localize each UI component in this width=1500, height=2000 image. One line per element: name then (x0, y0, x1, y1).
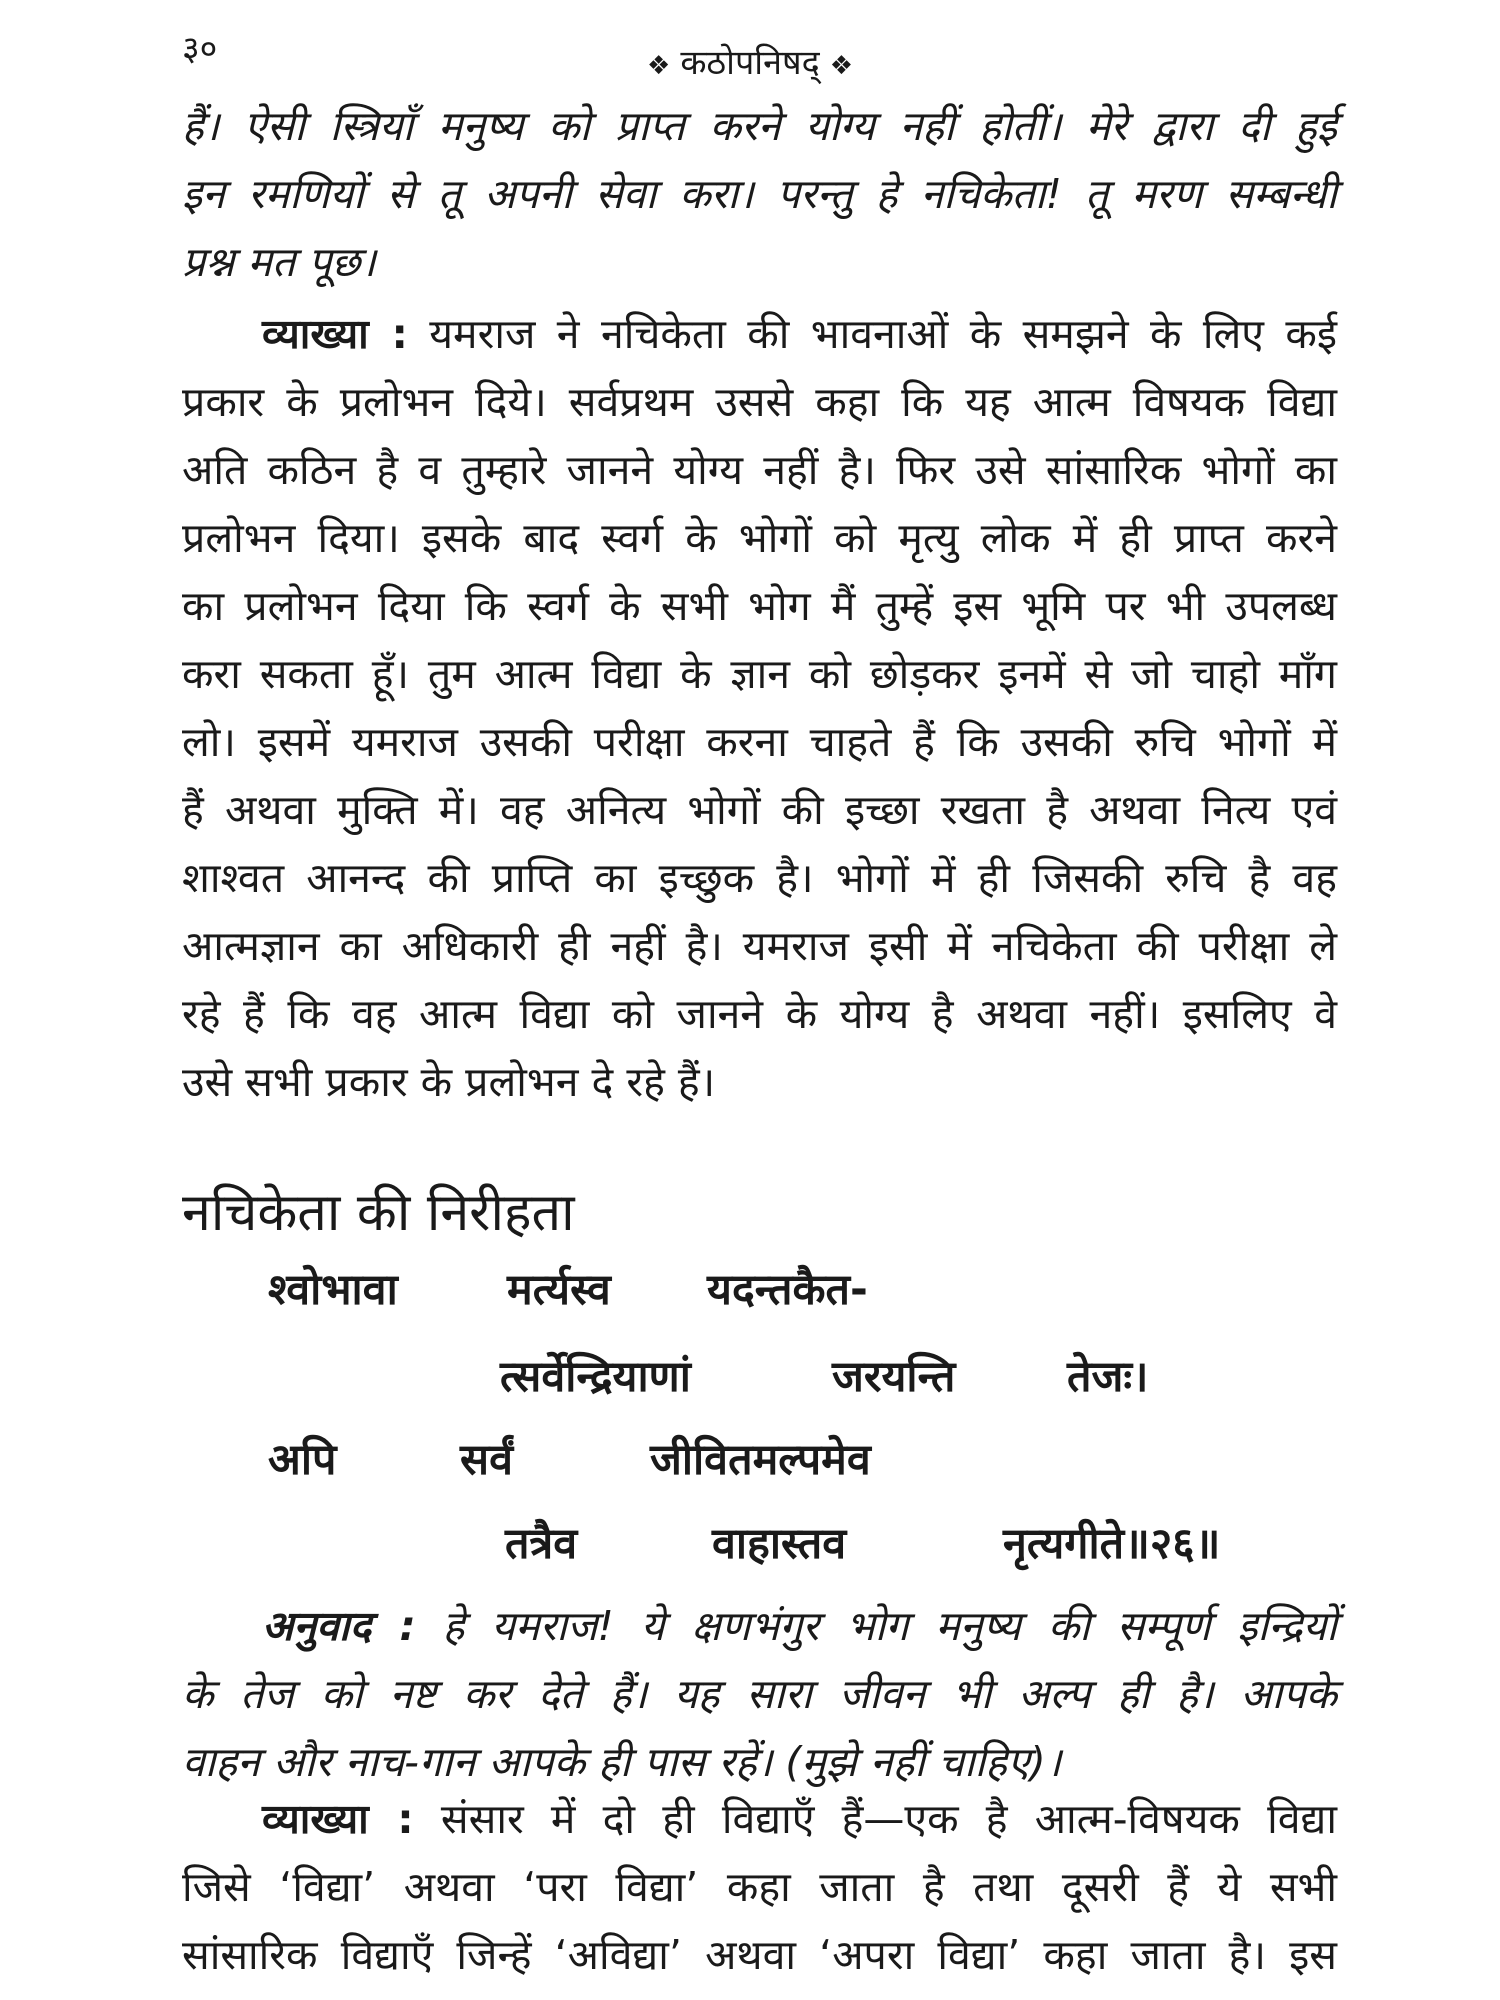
running-header (0, 38, 1500, 84)
translation-paragraph (182, 1592, 1337, 1796)
text-line: शाश्वत आनन्द की प्राप्ति का इच्छुक है। भोगों में ही जिसकी रुचि है वह (182, 854, 1337, 902)
verse-word: सर्वं (460, 1435, 513, 1485)
page-number: ३० (182, 29, 218, 69)
intro-translation (182, 92, 1337, 296)
text-line: अति कठिन है व तुम्हारे जानने योग्य नहीं है। फिर उसे सांसारिक भोगों का (182, 446, 1337, 494)
text-line: जिसे ‘विद्या’ अथवा ‘परा विद्या’ कहा जाता है तथा दूसरी हैं ये सभी (182, 1863, 1337, 1911)
verse-word: तेजः। (1067, 1352, 1149, 1402)
translation-label: अनुवाद : (262, 1602, 416, 1650)
running-title: कठोपनिषद् (680, 43, 820, 83)
text-line: हैं। ऐसी स्त्रियाँ मनुष्य को प्राप्त करने योग्य नहीं होतीं। मेरे द्वारा दी हुई (182, 102, 1337, 150)
commentary-paragraph (182, 1785, 1337, 1989)
verse-word: अपि (268, 1435, 337, 1485)
commentary-label: व्याख्या : (262, 310, 408, 358)
verse-word: त्सर्वेन्द्रियाणां (500, 1352, 691, 1402)
text-line: आत्मज्ञान का अधिकारी ही नहीं है। यमराज इसी में नचिकेता की परीक्षा ले (182, 922, 1337, 970)
text-line: करा सकता हूँ। तुम आत्म विद्या के ज्ञान को छोड़कर इनमें से जो चाहो माँग (182, 650, 1337, 698)
text-line: रहे हैं कि वह आत्म विद्या को जानने के योग्य है अथवा नहीं। इसलिए वे (182, 990, 1337, 1038)
verse-word: नृत्यगीते॥२६॥ (1003, 1519, 1221, 1569)
text-line: प्रकार के प्रलोभन दिये। सर्वप्रथम उससे कहा कि यह आत्म विषयक विद्या (182, 378, 1337, 426)
text-line: का प्रलोभन दिया कि स्वर्ग के सभी भोग मैं तुम्हें इस भूमि पर भी उपलब्ध (182, 582, 1337, 630)
text-line (182, 300, 1337, 368)
text-line (182, 1785, 1337, 1853)
verse-word: मर्त्यस्व (507, 1265, 611, 1315)
text-line: उसे सभी प्रकार के प्रलोभन दे रहे हैं। (182, 1058, 716, 1106)
commentary-paragraph (182, 300, 1337, 1116)
ornament-right-icon: ❖ (829, 51, 853, 81)
text-line-rest: हे यमराज! ये क्षणभंगुर भोग मनुष्य की सम्पूर्ण इन्द्रियों (442, 1602, 1337, 1650)
text-line: इन रमणियों से तू अपनी सेवा करा। परन्तु हे नचिकेता! तू मरण सम्बन्धी (182, 170, 1337, 218)
text-line: प्रश्न मत पूछ। (182, 238, 376, 286)
text-line: हैं अथवा मुक्ति में। वह अनित्य भोगों की इच्छा रखता है अथवा नित्य एवं (182, 786, 1337, 834)
ornament-left-icon: ❖ (647, 51, 671, 81)
text-line: लो। इसमें यमराज उसकी परीक्षा करना चाहते हैं कि उसकी रुचि भोगों में (182, 718, 1337, 766)
text-line: प्रलोभन दिया। इसके बाद स्वर्ग के भोगों को मृत्यु लोक में ही प्राप्त करने (182, 514, 1337, 562)
text-line-rest: संसार में दो ही विद्याएँ हैं—एक है आत्म-विषयक विद्या (440, 1795, 1337, 1843)
text-line: वाहन और नाच-गान आपके ही पास रहें। (मुझे नहीं चाहिए)। (182, 1738, 1062, 1786)
text-line: सांसारिक विद्याएँ जिन्हें ‘अविद्या’ अथवा ‘अपरा विद्या’ कहा जाता है। इस (182, 1931, 1337, 1979)
verse-word: जीवितमल्पमेव (650, 1435, 871, 1485)
text-line-rest: यमराज ने नचिकेता की भावनाओं के समझने के लिए कई (429, 310, 1337, 358)
text-line (182, 1592, 1337, 1660)
text-line: के तेज को नष्ट कर देते हैं। यह सारा जीवन भी अल्प ही है। आपके (182, 1670, 1337, 1718)
verse-word: वाहास्तव (712, 1519, 847, 1569)
verse-word: जरयन्ति (832, 1352, 956, 1402)
section-heading: नचिकेता की निरीहता (182, 1183, 575, 1243)
verse-word: यदन्तकैत- (707, 1265, 868, 1315)
verse-word: तत्रैव (505, 1519, 578, 1569)
commentary-label: व्याख्या : (262, 1795, 414, 1843)
verse-word: श्वोभावा (268, 1265, 398, 1315)
